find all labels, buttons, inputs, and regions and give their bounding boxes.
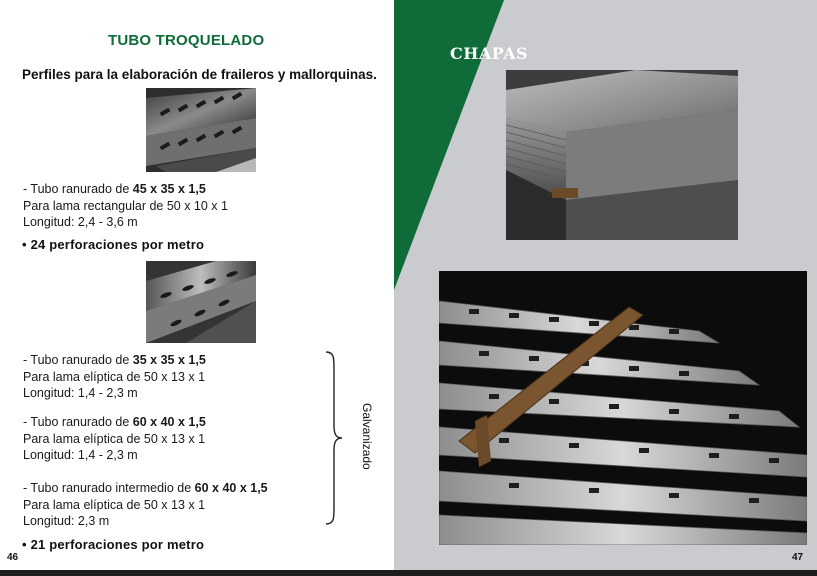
spec-line xyxy=(23,414,206,431)
galvanized-brace xyxy=(322,350,344,526)
spec-block-2 xyxy=(23,352,206,402)
bottom-bar xyxy=(0,570,817,576)
chapas-title: CHAPAS xyxy=(450,44,529,63)
page-number-left: 46 xyxy=(7,552,19,563)
spec-line2: Para lama rectangular de 50 x 10 x 1 xyxy=(23,198,228,213)
spec-line xyxy=(23,352,206,369)
spec-line2: Para lama elíptica de 50 x 13 x 1 xyxy=(23,431,206,446)
section-subtitle: Perfiles para la elaboración de fraileros y mallorquinas. xyxy=(22,67,377,82)
spec-size: 60 x 40 x 1,5 xyxy=(132,415,206,429)
galvanized-label: Galvanizado xyxy=(360,403,374,470)
spec-line2: Para lama elíptica de 50 x 13 x 1 xyxy=(23,369,206,384)
spec-block-3 xyxy=(23,414,206,464)
spec-prefix: - Tubo ranurado de xyxy=(23,415,133,429)
perforations-bullet-1: • 24 perforaciones por metro xyxy=(22,237,205,252)
spec-prefix: - Tubo ranurado de xyxy=(23,182,133,196)
spec-line3: Longitud: 1,4 - 2,3 m xyxy=(23,448,138,462)
spec-size: 45 x 35 x 1,5 xyxy=(132,182,206,196)
spec-line3: Longitud: 1,4 - 2,3 m xyxy=(23,386,138,400)
steel-sheets-photo xyxy=(506,70,738,240)
slotted-profiles-photo xyxy=(439,271,807,545)
slotted-tube-photo-1 xyxy=(146,88,256,172)
page-number-right: 47 xyxy=(792,552,804,563)
spec-block-1 xyxy=(23,181,228,231)
spec-size: 60 x 40 x 1,5 xyxy=(194,481,268,495)
perforations-bullet-2: • 21 perforaciones por metro xyxy=(22,537,205,552)
spec-prefix: - Tubo ranurado de xyxy=(23,353,133,367)
spec-line xyxy=(23,181,228,198)
section-title: TUBO TROQUELADO xyxy=(108,32,265,49)
spec-line2: Para lama elíptica de 50 x 13 x 1 xyxy=(23,497,206,512)
spec-size: 35 x 35 x 1,5 xyxy=(132,353,206,367)
slotted-tube-photo-2 xyxy=(146,261,256,343)
spec-line xyxy=(23,480,268,497)
spec-line3: Longitud: 2,3 m xyxy=(23,514,110,528)
spec-prefix: - Tubo ranurado intermedio de xyxy=(23,481,195,495)
spec-block-4 xyxy=(23,480,268,530)
spec-line3: Longitud: 2,4 - 3,6 m xyxy=(23,215,138,229)
